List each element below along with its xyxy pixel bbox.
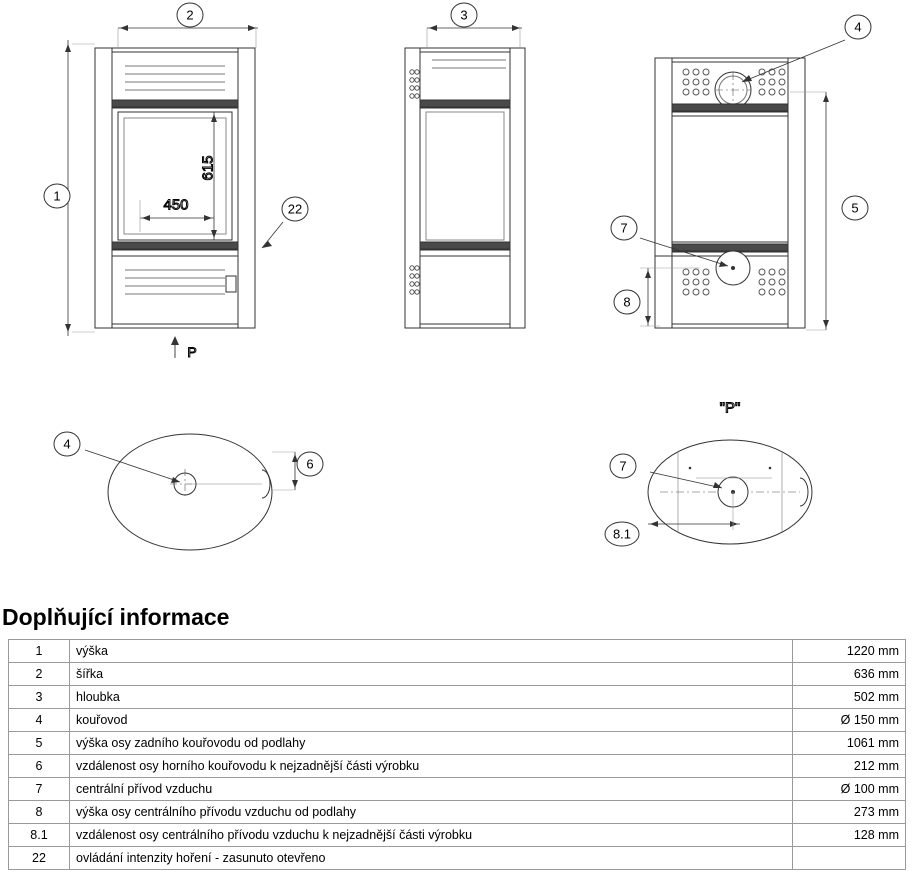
section-title: Doplňující informace	[2, 604, 230, 630]
row-desc: hloubka	[70, 686, 793, 709]
table-row	[9, 686, 906, 709]
rear-view	[655, 58, 805, 328]
row-value: 502 mm	[793, 686, 906, 709]
row-ref: 6	[9, 755, 70, 778]
row-value: 1061 mm	[793, 732, 906, 755]
label-view-p: "P"	[719, 399, 741, 417]
row-desc: šířka	[70, 663, 793, 686]
arrow-p	[171, 336, 179, 358]
table-row	[9, 663, 906, 686]
row-value	[793, 847, 906, 870]
row-ref: 2	[9, 663, 70, 686]
info-table	[8, 639, 906, 870]
row-ref: 5	[9, 732, 70, 755]
row-value: 128 mm	[793, 824, 906, 847]
row-ref: 22	[9, 847, 70, 870]
table-row	[9, 847, 906, 870]
row-value: 1220 mm	[793, 640, 906, 663]
row-desc: kouřovod	[70, 709, 793, 732]
row-ref: 4	[9, 709, 70, 732]
balloon-4-top-label: 4	[63, 436, 71, 452]
table-row	[9, 640, 906, 663]
row-desc: vzdálenost osy horního kouřovodu k nejzadnější části výrobku	[70, 755, 793, 778]
dim-depth-3	[427, 25, 522, 48]
table-row	[9, 732, 906, 755]
balloon-7-bottom-label: 7	[619, 458, 627, 474]
balloon-7-rear-label: 7	[620, 220, 628, 236]
table-row	[9, 778, 906, 801]
row-desc: ovládání intenzity hoření - zasunuto otevřeno	[70, 847, 793, 870]
top-view	[108, 434, 272, 550]
balloon-8-label: 8	[623, 294, 631, 310]
row-ref: 7	[9, 778, 70, 801]
dim-label-615: 615	[199, 155, 217, 181]
balloon-3-label: 3	[460, 7, 468, 23]
leader-22	[262, 222, 283, 248]
label-p: P	[187, 344, 197, 360]
balloon-6-label: 6	[306, 456, 314, 472]
balloon-8-1-label: 8.1	[612, 526, 632, 542]
row-value: Ø 150 mm	[793, 709, 906, 732]
balloon-2-label: 2	[186, 7, 194, 23]
side-view	[405, 48, 525, 328]
dim-height-1	[65, 40, 95, 336]
row-ref: 1	[9, 640, 70, 663]
row-ref: 8.1	[9, 824, 70, 847]
dim-label-450: 450	[163, 196, 189, 214]
balloon-4-rear-label: 4	[854, 19, 862, 35]
row-desc: výška osy zadního kouřovodu od podlahy	[70, 732, 793, 755]
row-desc: vzdálenost osy centrálního přívodu vzduchu k nejzadnější části výrobku	[70, 824, 793, 847]
row-value: 636 mm	[793, 663, 906, 686]
table-row	[9, 709, 906, 732]
row-desc: výška osy centrálního přívodu vzduchu od podlahy	[70, 801, 793, 824]
row-value: Ø 100 mm	[793, 778, 906, 801]
table-row	[9, 755, 906, 778]
balloon-1-label: 1	[53, 188, 61, 204]
dim-6	[272, 452, 298, 490]
additional-information-section	[0, 604, 913, 870]
row-desc: centrální přívod vzduchu	[70, 778, 793, 801]
table-row	[9, 824, 906, 847]
dim-width-2	[118, 25, 258, 48]
row-value: 212 mm	[793, 755, 906, 778]
row-ref: 3	[9, 686, 70, 709]
row-ref: 8	[9, 801, 70, 824]
front-view	[95, 48, 255, 328]
balloon-22-label: 22	[287, 201, 303, 217]
balloon-5-label: 5	[851, 200, 859, 216]
row-desc: výška	[70, 640, 793, 663]
row-value: 273 mm	[793, 801, 906, 824]
bottom-view	[648, 440, 812, 544]
table-row	[9, 801, 906, 824]
